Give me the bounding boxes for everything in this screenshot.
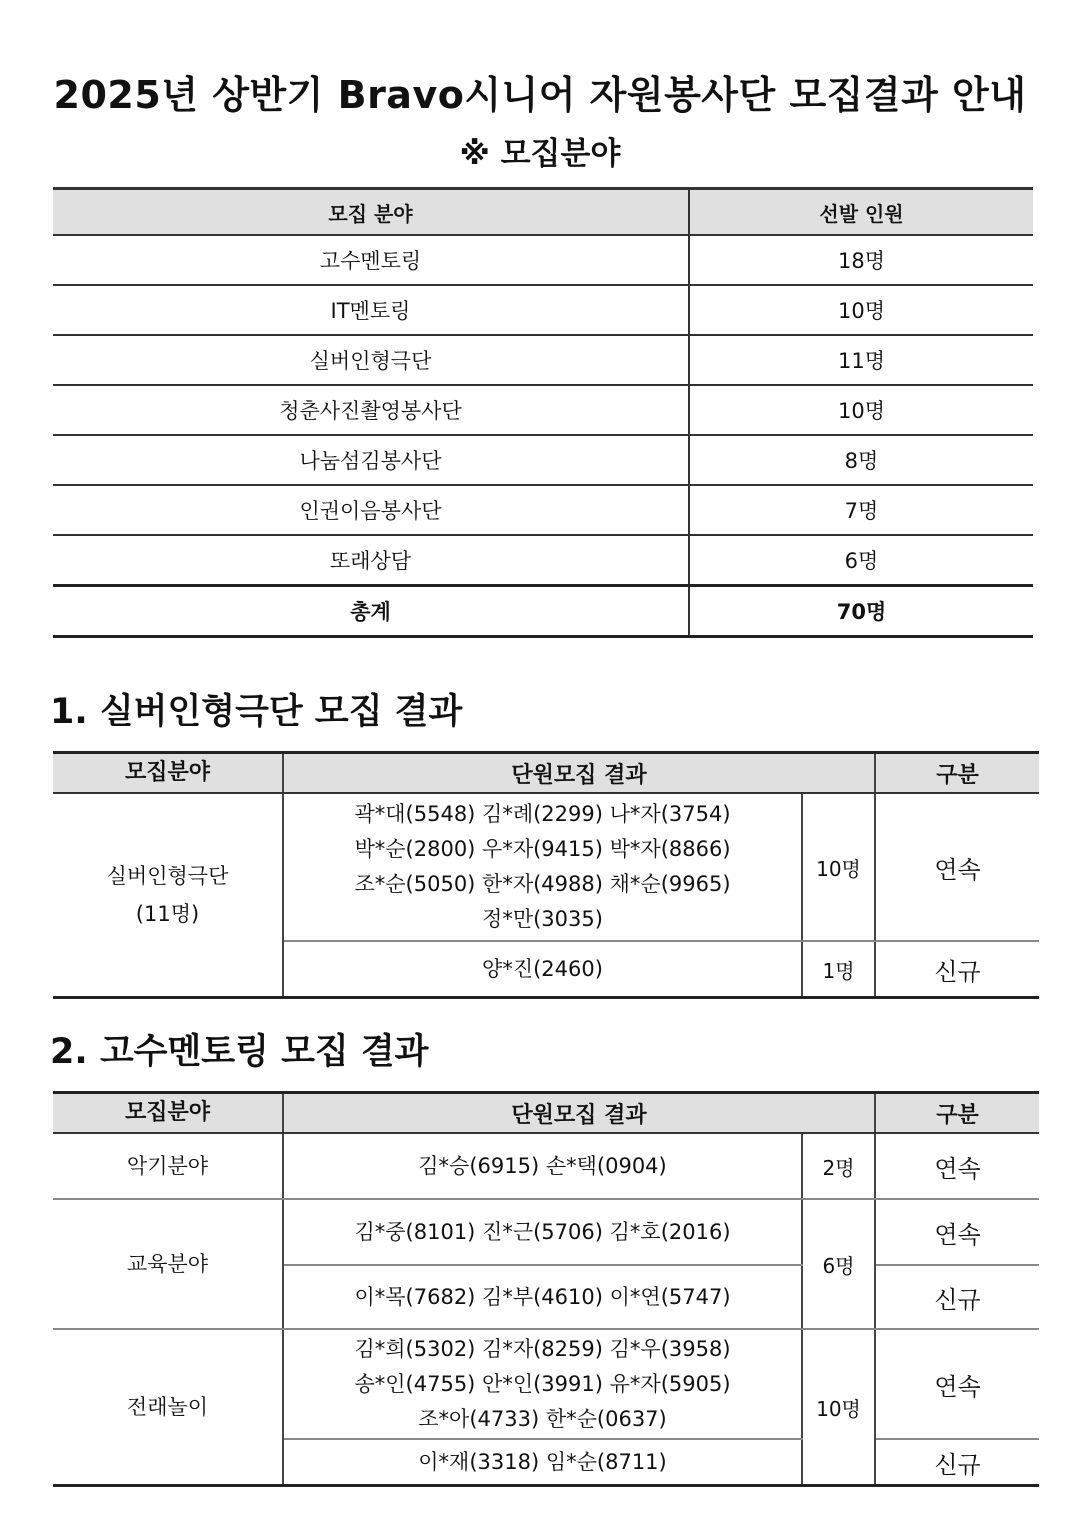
names-cell: [283, 1265, 802, 1329]
page-subtitle: ※ 모집분야: [459, 136, 621, 172]
summary-row: [53, 285, 1033, 335]
type-cell: 연속: [875, 1329, 1039, 1439]
type-cell: 신규: [875, 1265, 1039, 1329]
names-line: 송*인(4755) 안*인(3991) 유*자(5905): [354, 1371, 731, 1396]
table-row: [53, 1199, 1039, 1265]
summary-header-row: [53, 189, 1033, 236]
header-result: 단원모집 결과: [283, 753, 875, 794]
field-cell: 교육분야: [53, 1199, 283, 1329]
field-total: (11명): [135, 902, 200, 926]
summary-count: 7명: [689, 485, 1033, 535]
names-cell: [283, 1329, 802, 1439]
header-type: 구분: [875, 1093, 1039, 1134]
header-field: 모집분야: [53, 1093, 283, 1134]
count-cell: 6명: [802, 1199, 875, 1329]
summary-field: 인권이음봉사단: [53, 485, 689, 535]
header-field: 모집분야: [53, 753, 283, 794]
section1-header-row: [53, 753, 1039, 794]
names-cell: [283, 1199, 802, 1265]
summary-total-label: 총계: [53, 586, 689, 637]
summary-total-row: [53, 586, 1033, 637]
count-cell: 10명: [802, 1329, 875, 1486]
type-cell: 연속: [875, 1133, 1039, 1199]
summary-field: IT멘토링: [53, 285, 689, 335]
field-cell: [53, 793, 283, 998]
names-line: 조*순(5050) 한*자(4988) 채*순(9965): [354, 872, 731, 896]
type-cell: 연속: [875, 793, 1039, 941]
names-cell: [283, 1133, 802, 1199]
summary-total-count: 70명: [689, 586, 1033, 637]
table-row: [53, 1329, 1039, 1439]
summary-header-count: 선발 인원: [689, 189, 1033, 236]
names-line: 김*승(6915) 손*택(0904): [418, 1153, 667, 1178]
names-line: 곽*대(5548) 김*례(2299) 나*자(3754): [354, 802, 731, 826]
header-result: 단원모집 결과: [283, 1093, 875, 1134]
names-cell: [283, 1439, 802, 1486]
summary-count: 8명: [689, 435, 1033, 485]
section2-table: [53, 1091, 1039, 1487]
section1-table: [53, 751, 1039, 999]
field-cell: 악기분야: [53, 1133, 283, 1199]
section2-header-row: [53, 1093, 1039, 1134]
names-cell: [283, 941, 802, 998]
names-line: 양*진(2460): [482, 956, 603, 981]
type-cell: 신규: [875, 1439, 1039, 1486]
summary-field: 고수멘토링: [53, 235, 689, 285]
field-name: 실버인형극단: [106, 864, 229, 888]
count-cell: 1명: [802, 941, 875, 998]
summary-count: 10명: [689, 385, 1033, 435]
summary-count: 6명: [689, 535, 1033, 586]
names-line: 조*아(4733) 한*순(0637): [418, 1406, 667, 1431]
summary-count: 18명: [689, 235, 1033, 285]
summary-row: [53, 535, 1033, 586]
summary-count: 11명: [689, 335, 1033, 385]
field-cell: 전래놀이: [53, 1329, 283, 1486]
summary-row: [53, 235, 1033, 285]
summary-row: [53, 485, 1033, 535]
page-title: 2025년 상반기 Bravo시니어 자원봉사단 모집결과 안내: [53, 73, 1027, 117]
summary-field: 나눔섬김봉사단: [53, 435, 689, 485]
summary-count: 10명: [689, 285, 1033, 335]
header-type: 구분: [875, 753, 1039, 794]
table-row: [53, 1133, 1039, 1199]
names-line: 김*희(5302) 김*자(8259) 김*우(3958): [354, 1336, 731, 1361]
summary-field: 청춘사진촬영봉사단: [53, 385, 689, 435]
names-line: 이*목(7682) 김*부(4610) 이*연(5747): [354, 1284, 731, 1309]
summary-row: [53, 335, 1033, 385]
summary-header-field: 모집 분야: [53, 189, 689, 236]
names-line: 이*재(3318) 임*순(8711): [418, 1449, 667, 1474]
names-line: 정*만(3035): [482, 907, 603, 931]
summary-field: 실버인형극단: [53, 335, 689, 385]
section2-title: 2. 고수멘토링 모집 결과: [50, 1032, 429, 1072]
names-line: 김*중(8101) 진*근(5706) 김*호(2016): [354, 1219, 731, 1244]
names-line: 박*순(2800) 우*자(9415) 박*자(8866): [354, 837, 731, 861]
type-cell: 신규: [875, 941, 1039, 998]
count-cell: 10명: [802, 793, 875, 941]
summary-table: [53, 187, 1033, 638]
names-cell: [283, 793, 802, 941]
type-cell: 연속: [875, 1199, 1039, 1265]
summary-row: [53, 435, 1033, 485]
section1-title: 1. 실버인형극단 모집 결과: [50, 692, 463, 732]
count-cell: 2명: [802, 1133, 875, 1199]
summary-field: 또래상담: [53, 535, 689, 586]
table-row: [53, 793, 1039, 941]
summary-row: [53, 385, 1033, 435]
